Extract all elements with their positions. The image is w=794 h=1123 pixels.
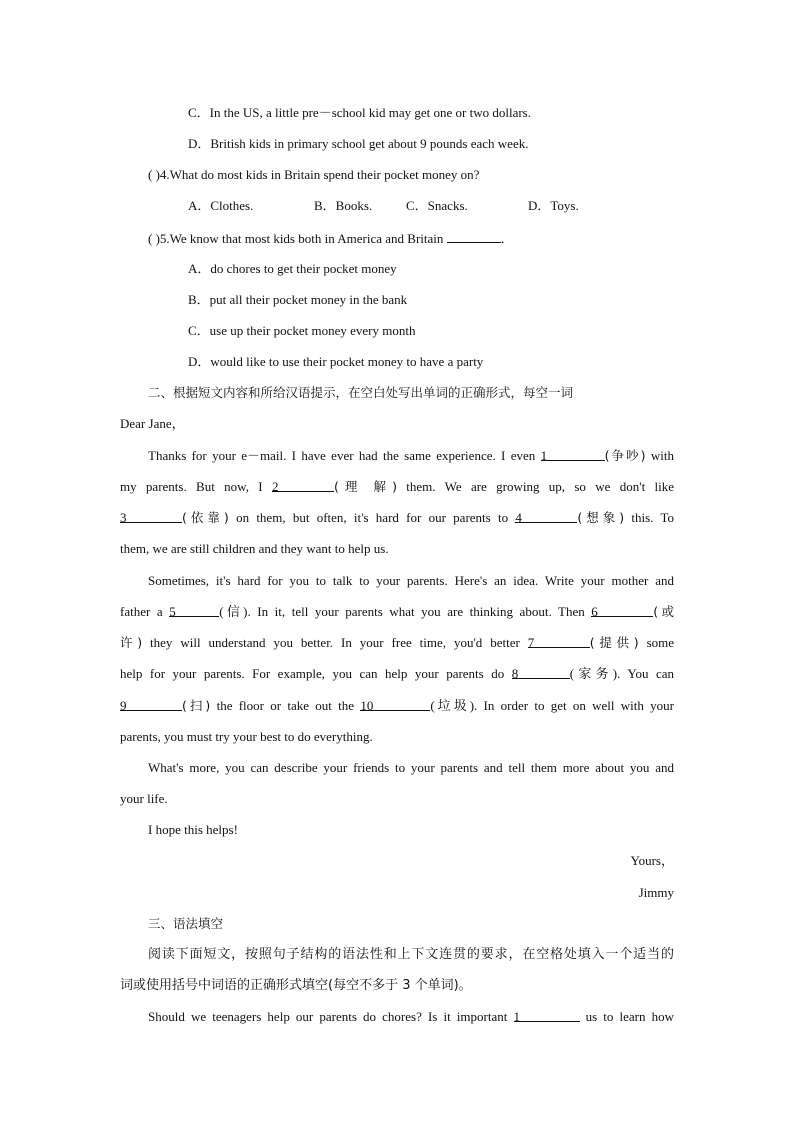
letter-line: I hope this helps!	[148, 822, 238, 837]
letter-greeting: Dear Jane，	[120, 416, 185, 431]
q4-option-b: B．Books.	[314, 198, 373, 213]
q4-option-c: C．Snacks.	[406, 198, 468, 213]
q3-option-c: C．In the US, a little pre－school kid may get one or two dollars.	[188, 105, 531, 120]
blank-9[interactable]: 9	[120, 698, 182, 711]
letter-line: What's more, you can describe your friends to your parents and tell them more about you and	[148, 760, 674, 775]
blank-5[interactable]: 5	[169, 604, 219, 617]
letter-line: help for your parents. For example, you can help your parents do 8 (家务). You can	[120, 666, 675, 681]
answer-blank[interactable]	[447, 230, 501, 243]
q5-option-d: D．would like to use their pocket money to have a party	[188, 354, 484, 369]
letter-line: 9 (扫) the floor or take out the 10 (垃圾). In order to get on well with your	[120, 698, 675, 713]
q5-option-c: C．use up their pocket money every month	[188, 323, 416, 338]
letter-line: parents, you must try your best to do everything.	[120, 729, 373, 744]
section-3-instructions: 词或使用括号中词语的正确形式填空(每空不多于 3 个单词)。	[120, 978, 472, 993]
letter-line: Thanks for your e－mail. I have ever had the same experience. I even 1 (争吵) with	[148, 448, 674, 463]
q5-stem: ( )5.We know that most kids both in America and Britain ．	[148, 231, 514, 246]
blank-4[interactable]: 4	[515, 510, 577, 523]
section-3-instructions: 阅读下面短文，按照句子结构的语法性和上下文连贯的要求，在空格处填入一个适当的	[148, 947, 674, 962]
letter-signature: Jimmy	[638, 885, 674, 900]
q4-stem: ( )4.What do most kids in Britain spend their pocket money on?	[148, 167, 480, 182]
blank-10[interactable]: 10	[360, 698, 430, 711]
section-2-heading: 二、根据短文内容和所给汉语提示，在空白处写出单词的正确形式，每空一词	[148, 385, 574, 400]
blank-7[interactable]: 7	[528, 635, 590, 648]
letter-line: them, we are still children and they want to help us.	[120, 541, 389, 556]
blank-1[interactable]: 1	[514, 1009, 580, 1022]
letter-line: Sometimes, it's hard for you to talk to your parents. Here's an idea. Write your mother and	[148, 573, 674, 588]
blank-1[interactable]: 1	[541, 448, 605, 461]
letter-line: 许) they will understand you better. In your free time, you'd better 7 (提供) some	[120, 635, 675, 650]
letter-line: father a 5 (信). In it, tell your parents what you are thinking about. Then 6 (或	[120, 604, 674, 619]
q5-option-b: B．put all their pocket money in the bank	[188, 292, 408, 307]
q4-option-d: D．Toys.	[528, 198, 579, 213]
q4-option-a: A．Clothes.	[188, 198, 254, 213]
letter-closing: Yours，	[630, 853, 674, 868]
passage-line: Should we teenagers help our parents do chores? Is it important 1 us to learn how	[148, 1009, 675, 1024]
section-3-heading: 三、语法填空	[148, 916, 224, 931]
letter-line: my parents. But now, I 2 (理 解) them. We are growing up, so we don't like	[120, 479, 675, 494]
blank-3[interactable]: 3	[120, 510, 182, 523]
q3-option-d: D．British kids in primary school get about 9 pounds each week.	[188, 136, 529, 151]
letter-line: your life.	[120, 791, 168, 806]
letter-line: 3 (依靠) on them, but often, it's hard for our parents to 4 (想象) this. To	[120, 510, 675, 525]
blank-6[interactable]: 6	[591, 604, 653, 617]
blank-8[interactable]: 8	[512, 666, 570, 679]
blank-2[interactable]: 2	[272, 479, 334, 492]
q5-option-a: A．do chores to get their pocket money	[188, 261, 397, 276]
